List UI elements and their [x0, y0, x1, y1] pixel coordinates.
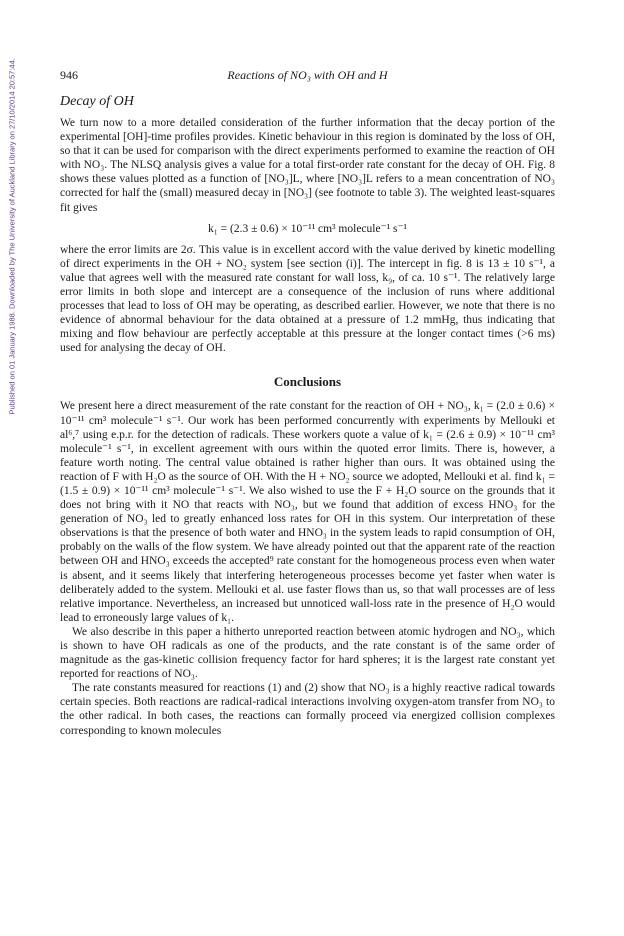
section-heading-decay: Decay of OH: [60, 94, 134, 109]
page-header: [60, 68, 555, 86]
paragraph-conclusions-2: We also describe in this paper a hitherto unreported reaction between atomic hydrogen and NO₃, which is shown to have OH radicals as one of the products, and the rate constant is of the same order of magnitude as the gas-kinetic collision frequency factor for hard spheres; it is the largest rate constant yet reported for reactions of NO₃.: [60, 625, 555, 681]
paragraph-conclusions-3: The rate constants measured for reactions (1) and (2) show that NO₃ is a highly reactive radical towards certain species. Both reactions are radical-radical interactions involving oxygen-atom transfer from NO₃ to the other radical. In both cases, the reactions can formally proceed via energized collision complexes corresponding to known molecules: [60, 682, 555, 737]
conclusions-heading: Conclusions: [273, 374, 342, 390]
page-body: [60, 68, 555, 738]
paragraph-conclusions-1: We present here a direct measurement of the rate constant for the reaction of OH + NO₃, k₁ = (2.0 ± 0.6) × 10⁻¹¹ cm³ molecule⁻¹ s⁻¹. Our work has been performed concurrently with experiments by Mellouki et al⁶,⁷ using e.p.r. for the detection of radicals. These workers quote a value of k₁ = (2.6 ± 0.9) × 10⁻¹¹ cm³ molecule⁻¹ s⁻¹, in excellent agreement with ours within the quoted error limits. There is, however, a feature worth noting. The central value obtained is rather higher than ours. It was obtained using the reaction of F with H₂O as the source of OH. With the H + NO₂ source we adopted, Mellouki et al. find k₁ = (1.5 ± 0.9) × 10⁻¹¹ cm³ molecule⁻¹ s⁻¹. We also wished to use the F + H₂O source on the grounds that it does not bring with it NO that reacts with NO₃, but we found that addition of excess HNO₃ for the generation of NO₃ led to greatly enhanced loss rates for OH in this system. Our interpretation of these observations is that the presence of both water and HNO₃ in the system leads to rapid consumption of OH, probably on the walls of the flow system. We have already pointed out that the apparent rate of the reaction between OH and HNO₃ exceeds the accepted⁹ rate constant for the homogeneous process even when water is absent, and it seems likely that interfering heterogeneous processes become yet faster when water is deliberately added to the system. Mellouki et al. use faster flows than us, so that wall processes are of less relative importance. Nevertheless, an increased but unnoticed wall-loss rate in the presence of H₂O would lead to erroneously large values of k₁.: [60, 400, 555, 624]
page-number: 946: [60, 68, 78, 82]
paragraph-decay-2: where the error limits are 2σ. This value is in excellent accord with the value derived by kinetic modelling of direct experiments in the OH + NO₂ system [see section (i)]. The intercept in fig. 8 is 13 ± 10 s⁻¹, a value that agrees well with the measured rate constant for wall loss, k₉, of ca. 10 s⁻¹. The relatively large error limits in both slope and intercept are a consequence of the inclusion of runs where additional processes that lead to loss of OH may be operating, as described earlier. However, we note that there is no evidence of abnormal behaviour for the data obtained at a pressure of 1.2 mmHg, thus indicating that mixing and flow behaviour are perfectly acceptable at this pressure at the longer contact times (>6 ms) used for analysing the decay of OH.: [60, 243, 555, 355]
running-title: Reactions of NO₃ with OH and H: [227, 68, 388, 82]
paragraph-decay-1: We turn now to a more detailed consideration of the further information that the decay portion of the experimental [OH]-time profiles provides. Kinetic behaviour in this region is dominated by the loss of OH, so that it can be used for comparison with the direct experiments performed to examine the reaction of OH with NO₃. The NLSQ analysis gives a value for a total first-order rate constant for the decay of OH. Fig. 8 shows these values plotted as a function of [NO₃]L, where [NO₃]L refers to a mean concentration of NO₃ corrected for half the (small) measured decay in [NO₃] (see footnote to table 3). The weighted least-squares fit gives: [60, 117, 555, 214]
equation-k1: k₁ = (2.3 ± 0.6) × 10⁻¹¹ cm³ molecule⁻¹ s⁻¹: [208, 222, 407, 235]
download-watermark: Published on 01 January 1988. Downloaded by The University of Auckland Library on 27/10/2014 20:57:44.: [7, 58, 17, 415]
